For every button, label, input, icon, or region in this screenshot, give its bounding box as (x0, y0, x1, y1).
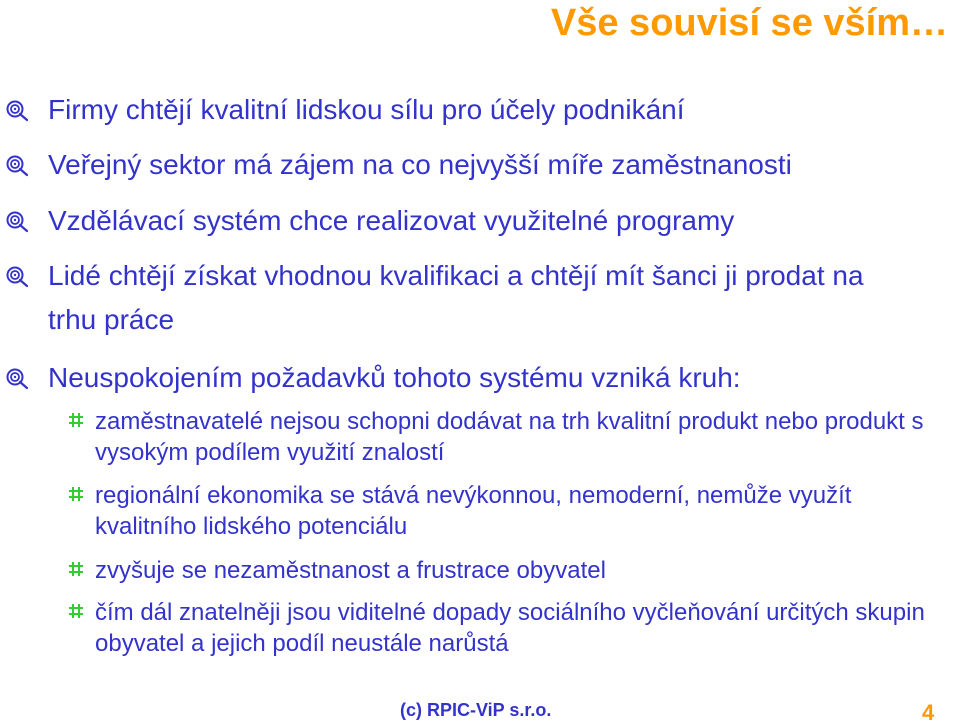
subbullet-item (95, 555, 955, 586)
footer-copyright: (c) RPIC-ViP s.r.o. (400, 700, 552, 720)
bullet-text: Firmy chtějí kvalitní lidskou sílu pro účely podnikání (48, 94, 685, 125)
bullet-item (48, 254, 888, 342)
swirl-bullet-icon (6, 100, 28, 122)
page-number: 4 (922, 700, 935, 725)
bullet-item (48, 88, 948, 132)
bullet-text: Neuspokojením požadavků tohoto systému vzniká kruh: (48, 362, 741, 393)
bullet-item (48, 356, 948, 400)
swirl-bullet-icon (6, 211, 28, 233)
swirl-bullet-icon (6, 155, 28, 177)
subbullet-text: zaměstnavatelé nejsou schopni dodávat na trh kvalitní produkt nebo produkt s vysokým podílem využití znalostí (95, 408, 924, 466)
slide-title: Vše souvisí se vším… (550, 2, 948, 44)
subbullet-text: čím dál znatelněji jsou viditelné dopady sociálního vyčleňování určitých skupin obyvatel a jejich podíl neustále narůstá (95, 599, 925, 657)
bullet-text: Lidé chtějí získat vhodnou kvalifikaci a chtějí mít šanci ji prodat na trhu práce (48, 260, 864, 335)
swirl-bullet-icon (6, 266, 28, 288)
bullet-item (48, 143, 948, 187)
hash-bullet-icon (68, 412, 84, 428)
hash-bullet-icon (68, 603, 84, 619)
bullet-text: Veřejný sektor má zájem na co nejvyšší míře zaměstnanosti (48, 149, 792, 180)
subbullet-text: regionální ekonomika se stává nevýkonnou, nemoderní, nemůže využít kvalitního lidského potenciálu (95, 482, 852, 540)
subbullet-item (95, 406, 955, 468)
subbullet-item (95, 597, 955, 659)
hash-bullet-icon (68, 561, 84, 577)
subbullet-item (95, 480, 955, 542)
swirl-bullet-icon (6, 368, 28, 390)
subbullet-text: zvyšuje se nezaměstnanost a frustrace obyvatel (95, 557, 606, 584)
hash-bullet-icon (68, 486, 84, 502)
bullet-text: Vzdělávací systém chce realizovat využitelné programy (48, 205, 735, 236)
bullet-item (48, 199, 948, 243)
